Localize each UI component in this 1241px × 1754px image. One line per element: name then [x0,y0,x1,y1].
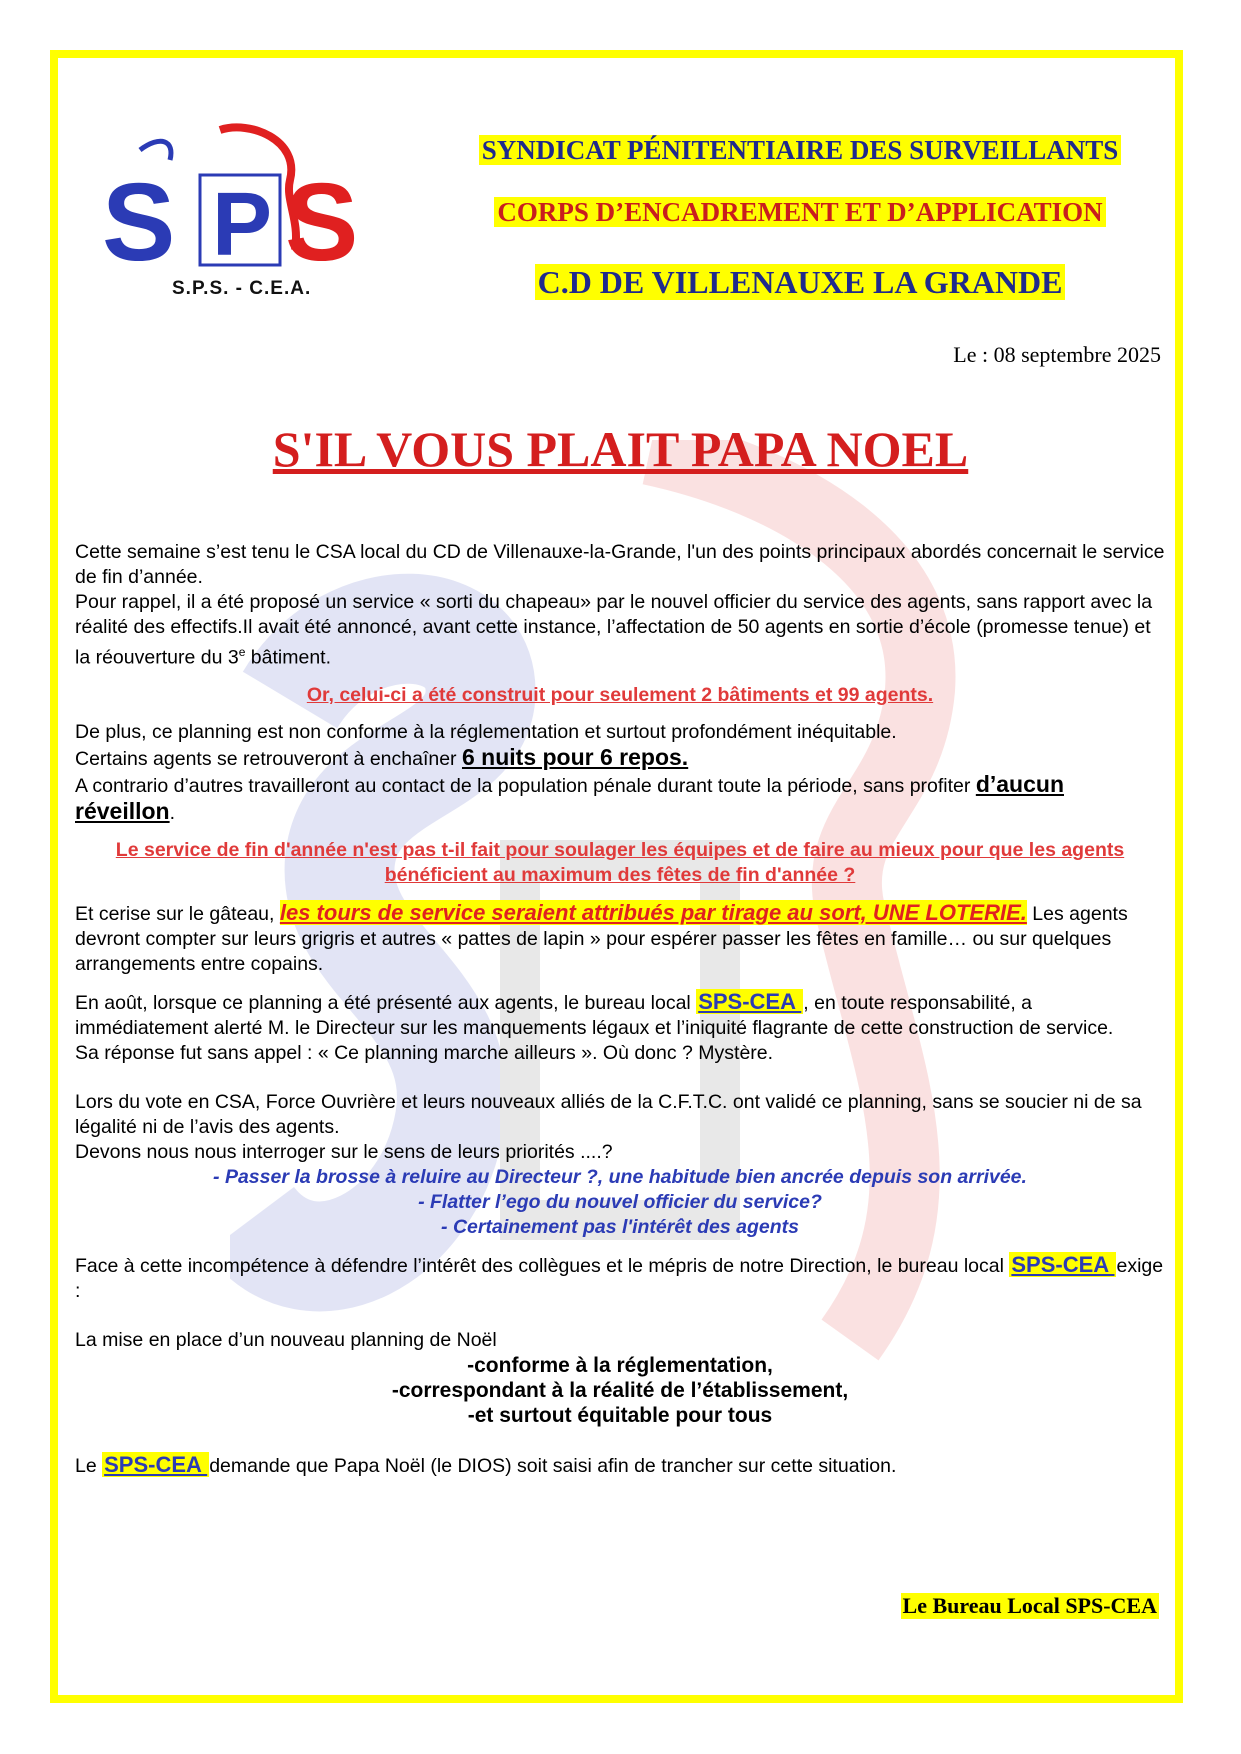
paragraph: En août, lorsque ce planning a été présenté aux agents, le bureau local SPS-CEA , en toute responsabilité, a immédiatement alerté M. le Directeur sur les manquements légaux et l’iniquité flagrante de cette construction de service. [75,988,1114,1039]
paragraph: Cette semaine s’est tenu le CSA local du CD de Villenauxe-la-Grande, l'un des points principaux abordés concernait le service de fin d’année. [75,541,1165,588]
paragraph: Pour rappel, il a été proposé un service « sorti du chapeau» par le nouvel officier du service des agents, sans rapport avec la réalité des effectifs.Il avait été annoncé, avant cette instance, l’affectation de 50 agents en sortie d’école (promesse tenue) et la réouverture du 3e bâtiment. [75,591,1153,669]
paragraph: Sa réponse fut sans appel : « Ce planning marche ailleurs ». Où donc ? Mystère. [75,1041,774,1064]
paragraph: Face à cette incompétence à défendre l’intérêt des collègues et le mépris de notre Direction, le bureau local SPS-CEA exige : [75,1251,1164,1302]
document-body [75,540,1165,1479]
paragraph: Devons nous nous interroger sur le sens de leurs priorités ....? [75,1140,613,1163]
signature: Le Bureau Local SPS-CEA [902,1593,1157,1618]
svg-text:S: S [102,161,176,284]
emphasis-blue: - Certainement pas l'intérêt des agents [441,1215,799,1238]
paragraph: De plus, ce planning est non conforme à la réglementation et surtout profondément inéquitable. [75,720,897,743]
emphasis-red: Or, celui-ci a été construit pour seulement 2 bâtiments et 99 agents. [306,683,934,706]
svg-text:P: P [212,175,273,275]
paragraph: Le SPS-CEA demande que Papa Noël (le DIOS) soit saisi afin de trancher sur cette situation. [75,1451,897,1477]
document-title: S'IL VOUS PLAIT PAPA NOEL [272,421,969,477]
emphasis-blue: - Flatter l’ego du nouvel officier du service? [418,1190,822,1213]
header-line-3: C.D DE VILLENAUXE LA GRANDE [420,264,1180,301]
emphasis-red: Le service de fin d'année n'est pas t-il fait pour soulager les équipes et de faire au mieux pour que les agents bénéficient au maximum des fêtes de fin d'année ? [115,838,1125,886]
paragraph: Lors du vote en CSA, Force Ouvrière et leurs nouveaux alliés de la C.F.T.C. ont validé ce planning, sans se soucier ni de sa légalité ni de l’avis des agents. [75,1090,1142,1138]
paragraph: Et cerise sur le gâteau, les tours de service seraient attribués par tirage au sort, UNE LOTERIE. Les agents devront compter sur leurs grigris et autres « pattes de lapin » pour espérer passer les fêtes en famille… ou sur quelques arrangements entre copains. [75,899,1128,975]
requirement: -correspondant à la réalité de l’établissement, [391,1378,849,1402]
emphasis-blue: - Passer la brosse à reluire au Directeur ?, une habitude bien ancrée depuis son arrivée. [213,1165,1027,1188]
header-line-1: SYNDICAT PÉNITENTIAIRE DES SURVEILLANTS [420,135,1180,166]
requirement: -conforme à la réglementation, [467,1353,773,1377]
paragraph: A contrario d’autres travailleront au contact de la population pénale durant toute la période, sans profiter d’aucun réveillon. [75,770,1064,824]
logo-caption: S.P.S. - C.E.A. [172,278,312,299]
requirement: -et surtout équitable pour tous [467,1403,773,1427]
paragraph: Certains agents se retrouveront à enchaîner 6 nuits pour 6 repos. [75,743,689,770]
header-line-2: CORPS D’ENCADREMENT ET D’APPLICATION [420,197,1180,228]
svg-text:S: S [285,161,359,284]
paragraph: La mise en place d’un nouveau planning de Noël [75,1328,497,1351]
document-date: Le : 08 septembre 2025 [953,342,1161,367]
